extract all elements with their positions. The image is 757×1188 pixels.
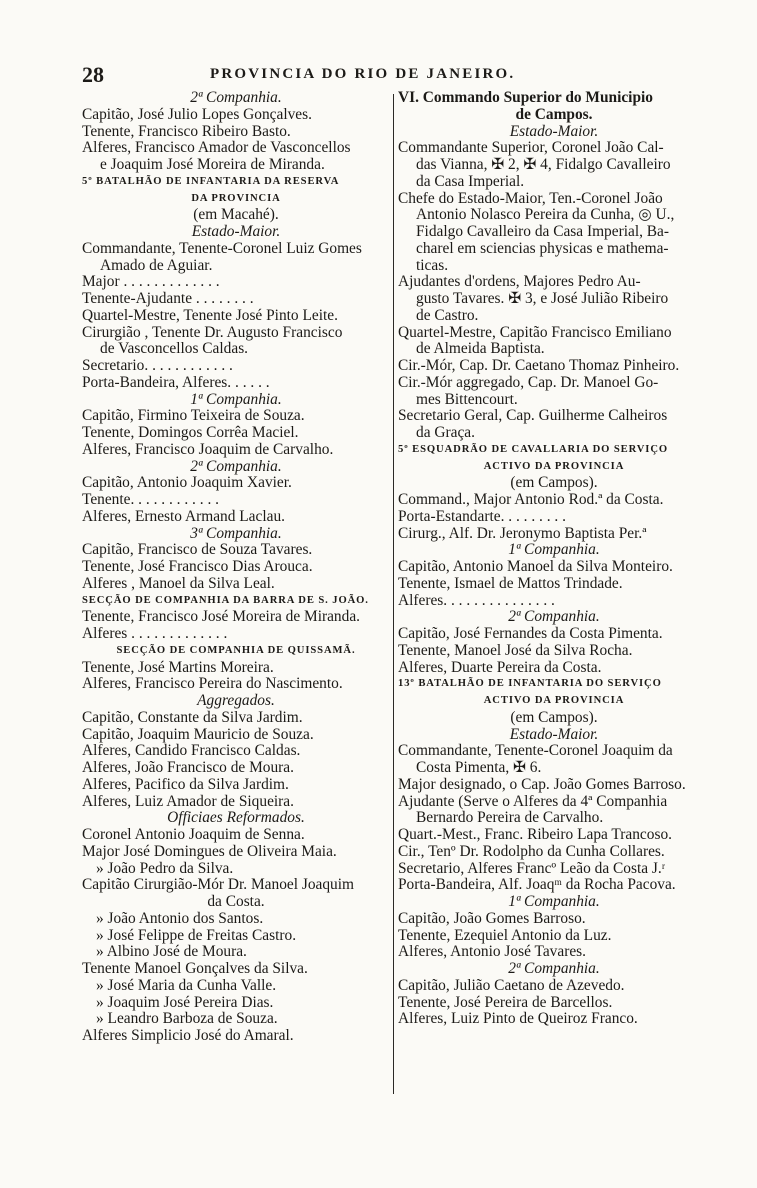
right-column-line: Ajudantes d'ordens, Majores Pedro Au- <box>398 274 641 291</box>
left-column-line: Capitão, Joaquim Mauricio de Souza. <box>82 726 314 743</box>
left-column-line: Commandante, Tenente-Coronel Luiz Gomes <box>82 240 362 257</box>
left-column-line: SECÇÃO DE COMPANHIA DA BARRA DE S. JOÃO. <box>82 594 369 606</box>
left-column-line: e Joaquim José Moreira de Miranda. <box>100 157 325 173</box>
left-column-line: 5º BATALHÃO DE INFANTARIA DA RESERVA <box>82 175 340 187</box>
right-column-line: 5º ESQUADRÃO DE CAVALLARIA DO SERVIÇO <box>398 443 669 455</box>
right-column-line: Quartel-Mestre, Capitão Francisco Emiliano <box>398 324 672 341</box>
left-column-line: Capitão Cirurgião-Mór Dr. Manoel Joaquim <box>82 877 355 894</box>
left-column-line: Alferes , Manoel da Silva Leal. <box>82 575 275 592</box>
left-column <box>82 90 390 1045</box>
left-column-line: » Joaquim José Pereira Dias. <box>96 994 274 1011</box>
right-column-line: Tenente, José Pereira de Barcellos. <box>398 994 613 1011</box>
right-column-line: Chefe do Estado-Maior, Ten.-Coronel João <box>398 190 663 207</box>
right-column-line: Cir.-Mór, Cap. Dr. Caetano Thomaz Pinheiro. <box>398 358 680 374</box>
right-column-line: Capitão, Antonio Manoel da Silva Monteiro. <box>398 559 673 575</box>
right-column-line: Estado-Maior. <box>509 123 599 140</box>
left-column-line: Major José Domingues de Oliveira Maia. <box>82 843 337 860</box>
right-column-line: Porta-Estandarte. . . . . . . . . <box>398 508 566 525</box>
left-column-line: Tenente, Domingos Corrêa Maciel. <box>82 425 299 441</box>
left-column-line: da Costa. <box>207 894 265 910</box>
page-header <box>82 62 712 86</box>
running-title: PROVINCIA DO RIO DE JANEIRO. <box>210 66 516 82</box>
left-column-line: Tenente, José Martins Moreira. <box>82 659 274 676</box>
left-column-line: Alferes Simplicio José do Amaral. <box>82 1028 294 1044</box>
left-column-line: Secretario. . . . . . . . . . . . <box>82 358 233 374</box>
right-column-line: Porta-Bandeira, Alf. Joaqᵐ da Rocha Pacova. <box>398 877 676 894</box>
right-column-line: 1ª Companhia. <box>508 894 600 910</box>
left-column-line: Quartel-Mestre, Tenente José Pinto Leite. <box>82 307 338 324</box>
right-column-line: mes Bittencourt. <box>416 391 518 408</box>
right-column-line: Capitão, Julião Caetano de Azevedo. <box>398 977 625 994</box>
left-column-line: SECÇÃO DE COMPANHIA DE QUISSAMÃ. <box>116 644 356 656</box>
right-column-line: Bernardo Pereira de Carvalho. <box>416 810 604 827</box>
left-column-line: Aggregados. <box>197 693 275 709</box>
right-column-line: ACTIVO DA PROVINCIA <box>483 460 625 472</box>
left-column-line: Alferes, Ernesto Armand Laclau. <box>82 508 285 525</box>
left-column-line: 2ª Companhia. <box>190 90 282 106</box>
left-column-line: Tenente, José Francisco Dias Arouca. <box>82 559 313 575</box>
right-column-line: Alferes, Luiz Pinto de Queiroz Franco. <box>398 1011 638 1028</box>
right-column-line: Tenente, Ezequiel Antonio da Luz. <box>398 927 612 944</box>
right-column-line: Quart.-Mest., Franc. Ribeiro Lapa Trancoso. <box>398 827 672 843</box>
left-column-line: Tenente, Francisco José Moreira de Miranda. <box>82 609 360 626</box>
right-column-line: charel em sciencias physicas e mathema- <box>416 240 669 257</box>
left-column-line: Capitão, Francisco de Souza Tavares. <box>82 542 313 559</box>
right-column-line: Commandante Superior, Coronel João Cal- <box>398 140 664 157</box>
right-column-line: Capitão, José Fernandes da Costa Pimenta. <box>398 626 663 642</box>
left-column-line: 3ª Companhia. <box>190 525 282 542</box>
right-column-line: de Campos. <box>515 106 593 123</box>
left-column-line: Capitão, Antonio Joaquim Xavier. <box>82 475 292 492</box>
left-column-line: Alferes, Candido Francisco Caldas. <box>82 743 301 760</box>
left-column-line: Alferes, Luiz Amador de Siqueira. <box>82 793 294 810</box>
right-column <box>398 90 710 1028</box>
right-column-line: Commandante, Tenente-Coronel Joaquim da <box>398 743 673 760</box>
left-column-line: Officiaes Reformados. <box>167 810 305 827</box>
right-column-line: das Vianna, ✠ 2, ✠ 4, Fidalgo Cavalleiro <box>416 157 671 173</box>
left-column-line: Major . . . . . . . . . . . . . <box>82 274 220 291</box>
right-column-line: Fidalgo Cavalleiro da Casa Imperial, Ba- <box>416 224 670 240</box>
left-column-line: Alferes . . . . . . . . . . . . . <box>82 626 228 642</box>
right-column-line: de Castro. <box>416 307 479 324</box>
right-column-line: ACTIVO DA PROVINCIA <box>483 695 625 706</box>
right-column-line: Cir., Tenº Dr. Rodolpho da Cunha Collares. <box>398 843 665 860</box>
right-column-line: 2ª Companhia. <box>508 609 600 626</box>
right-column-line: (em Campos). <box>510 709 598 726</box>
left-column-line: Estado-Maior. <box>191 224 281 240</box>
left-column-line: Tenente, Francisco Ribeiro Basto. <box>82 123 291 140</box>
column-divider <box>393 94 394 1094</box>
right-column-line: Cir.-Mór aggregado, Cap. Dr. Manoel Go- <box>398 374 659 391</box>
left-column-line: 1ª Companhia. <box>190 391 282 408</box>
left-column-line: » João Pedro da Silva. <box>96 860 234 877</box>
right-column-line: Secretario, Alferes Francº Leão da Costa J.ʳ <box>398 860 666 877</box>
right-column-line: gusto Tavares. ✠ 3, e José Julião Ribeiro <box>416 291 669 307</box>
left-column-line: 2ª Companhia. <box>190 458 282 475</box>
left-column-line: DA PROVINCIA <box>191 192 281 204</box>
left-column-line: Alferes, Francisco Amador de Vasconcellos <box>82 140 351 157</box>
right-column-line: Alferes, Antonio José Tavares. <box>398 944 586 961</box>
right-column-line: (em Campos). <box>510 475 598 492</box>
right-column-line: VI. Commando Superior do Municipio <box>398 90 653 106</box>
right-column-line: da Graça. <box>416 425 475 441</box>
left-column-line: de Vasconcellos Caldas. <box>100 341 249 358</box>
right-column-line: ticas. <box>416 257 449 274</box>
right-column-line: 2ª Companhia. <box>508 961 600 977</box>
left-column-line: Alferes, João Francisco de Moura. <box>82 760 294 776</box>
right-column-line: Costa Pimenta, ✠ 6. <box>416 760 542 776</box>
right-column-line: Tenente, Ismael de Mattos Trindade. <box>398 575 623 592</box>
left-column-line: Tenente Manoel Gonçalves da Silva. <box>82 961 308 977</box>
left-column-line: Tenente-Ajudante . . . . . . . . <box>82 291 254 307</box>
left-column-line: (em Macahé). <box>193 207 279 224</box>
right-column-line: Major designado, o Cap. João Gomes Barroso. <box>398 776 686 793</box>
right-column-line: Alferes, Duarte Pereira da Costa. <box>398 659 602 676</box>
right-column-line: Capitão, João Gomes Barroso. <box>398 910 586 927</box>
left-column-line: Alferes, Francisco Pereira do Nascimento. <box>82 676 343 693</box>
right-column-line: 13º BATALHÃO DE INFANTARIA DO SERVIÇO <box>398 678 662 690</box>
left-column-line: Amado de Aguiar. <box>100 257 213 274</box>
right-column-line: 1ª Companhia. <box>508 542 600 559</box>
right-column-line: Estado-Maior. <box>509 726 599 743</box>
left-column-line: Alferes, Francisco Joaquim de Carvalho. <box>82 441 334 458</box>
left-column-line: » José Felippe de Freitas Castro. <box>96 927 297 944</box>
left-column-line: Coronel Antonio Joaquim de Senna. <box>82 827 305 843</box>
left-column-line: » Leandro Barboza de Souza. <box>96 1011 278 1028</box>
right-column-line: da Casa Imperial. <box>416 173 525 190</box>
left-column-line: » Albino José de Moura. <box>96 944 247 961</box>
right-column-line: Command., Major Antonio Rod.ª da Costa. <box>398 492 664 508</box>
left-column-line: Capitão, Constante da Silva Jardim. <box>82 709 303 726</box>
left-column-line: Capitão, José Julio Lopes Gonçalves. <box>82 106 312 123</box>
left-column-line: Cirurgião , Tenente Dr. Augusto Francisco <box>82 324 343 341</box>
left-column-line: Capitão, Firmino Teixeira de Souza. <box>82 408 305 425</box>
page-number: 28 <box>82 62 104 87</box>
right-column-line: Secretario Geral, Cap. Guilherme Calheiros <box>398 408 668 425</box>
left-column-line: » João Antonio dos Santos. <box>96 910 264 927</box>
right-column-line: Antonio Nolasco Pereira da Cunha, ◎ U., <box>416 207 675 224</box>
right-column-line: Alferes. . . . . . . . . . . . . . . <box>398 592 555 609</box>
right-column-line: Ajudante (Serve o Alferes da 4ª Companhia <box>398 793 668 810</box>
right-column-line: Tenente, Manoel José da Silva Rocha. <box>398 642 633 659</box>
left-column-line: » José Maria da Cunha Valle. <box>96 977 277 994</box>
right-column-line: Cirurg., Alf. Dr. Jeronymo Baptista Per.ª <box>398 525 647 542</box>
left-column-line: Tenente. . . . . . . . . . . . <box>82 492 219 508</box>
right-column-line: de Almeida Baptista. <box>416 341 545 358</box>
left-column-line: Alferes, Pacifico da Silva Jardim. <box>82 776 289 793</box>
left-column-line: Porta-Bandeira, Alferes. . . . . . <box>82 374 270 391</box>
